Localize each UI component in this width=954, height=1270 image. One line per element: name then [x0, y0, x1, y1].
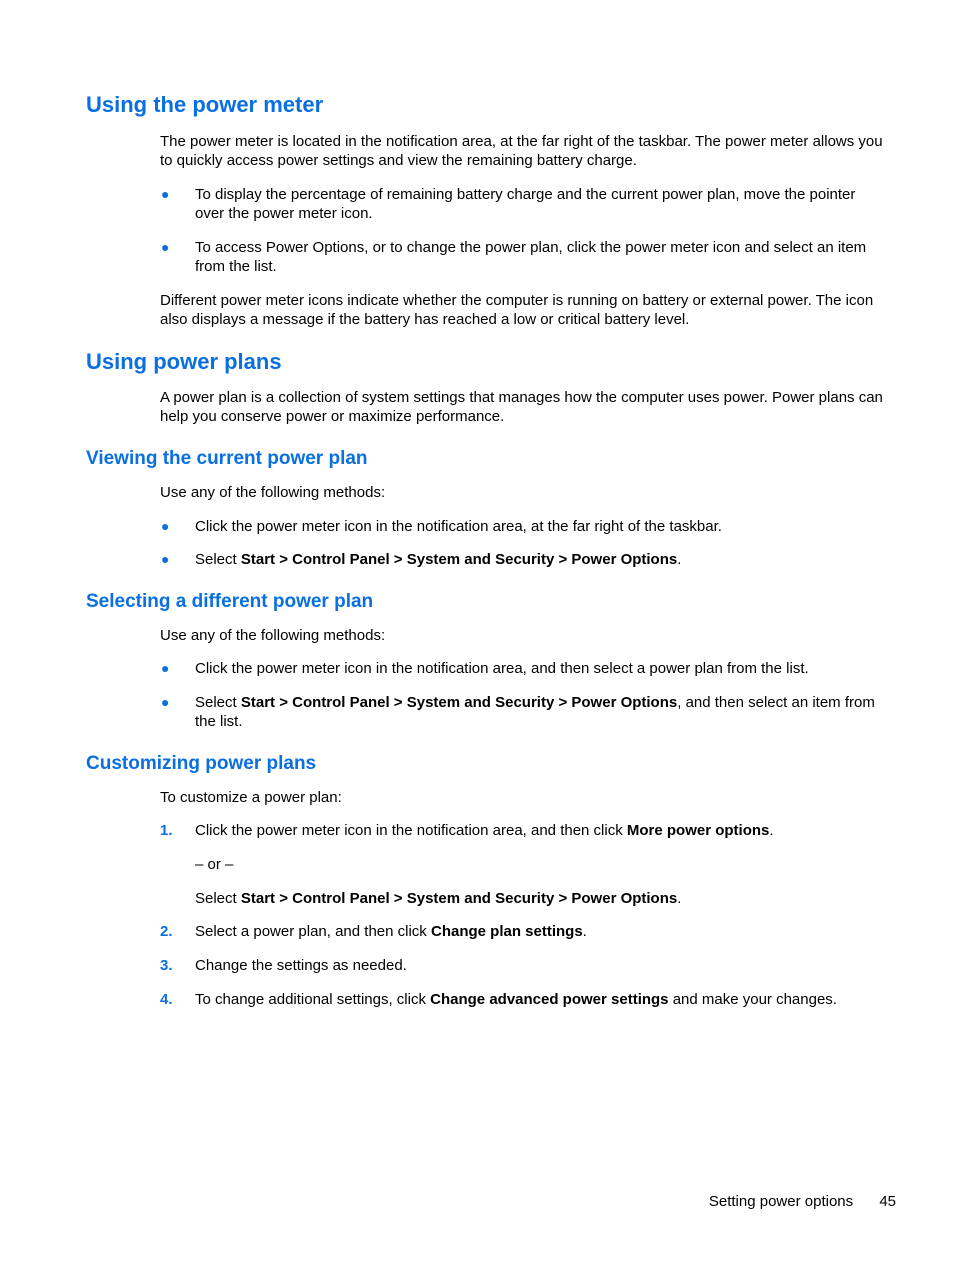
step-number: 3. [160, 957, 173, 974]
heading-selecting-plan: Selecting a different power plan [86, 591, 374, 612]
paragraph-power-plans-intro: A power plan is a collection of system settings that manages how the computer uses power. Power plans can help you conserve power or maximize performance. [160, 389, 883, 425]
step-number: 1. [160, 822, 173, 839]
heading-using-power-plans: Using power plans [86, 349, 282, 374]
heading-using-power-meter: Using the power meter [86, 92, 324, 117]
step-alternative: Select Start > Control Panel > System and Security > Power Options. [195, 890, 682, 907]
heading-customizing-plans: Customizing power plans [86, 753, 317, 774]
menu-path: Start > Control Panel > System and Security > Power Options [240, 551, 678, 568]
bullet-icon: ● [161, 518, 170, 534]
bullet-icon: ● [161, 551, 170, 567]
paragraph-power-meter-intro: The power meter is located in the notification area, at the far right of the taskbar. The power meter allows you to quickly access power settings and view the remaining battery charge. [160, 133, 883, 169]
step-number: 4. [160, 991, 173, 1008]
paragraph-power-meter-icons: Different power meter icons indicate whether the computer is running on battery or external power. The icon also displays a message if the battery has reached a low or critical battery level. [160, 292, 874, 328]
menu-path: Start > Control Panel > System and Security > Power Options [240, 890, 678, 907]
list-item-text: Select Start > Control Panel > System and Security > Power Options, and then select an item from the list. [195, 694, 875, 730]
step-text: To change additional settings, click Change advanced power settings and make your changes. [195, 991, 837, 1008]
list-item-text: Click the power meter icon in the notification area, and then select a power plan from the list. [195, 660, 809, 677]
page-number: 45 [879, 1193, 896, 1210]
page-footer [709, 1192, 896, 1211]
menu-path: Start > Control Panel > System and Security > Power Options [240, 694, 678, 711]
paragraph-customize-intro: To customize a power plan: [160, 789, 342, 806]
bullet-icon: ● [161, 239, 170, 255]
bullet-icon: ● [161, 694, 170, 710]
or-separator: – or – [195, 856, 234, 873]
step-number: 2. [160, 923, 173, 940]
footer-section-title: Setting power options [708, 1193, 854, 1210]
step-text: Change the settings as needed. [195, 957, 407, 974]
list-item-text: To display the percentage of remaining battery charge and the current power plan, move the pointer over the power meter icon. [195, 186, 856, 222]
bullet-icon: ● [161, 660, 170, 676]
paragraph-methods: Use any of the following methods: [160, 484, 386, 501]
step-text: Select a power plan, and then click Change plan settings. [195, 923, 587, 940]
heading-viewing-current-plan: Viewing the current power plan [86, 448, 368, 469]
paragraph-methods: Use any of the following methods: [160, 627, 386, 644]
list-item-text: To access Power Options, or to change the power plan, click the power meter icon and select an item from the list. [195, 239, 867, 275]
bullet-icon: ● [161, 186, 170, 202]
step-text: Click the power meter icon in the notification area, and then click More power options. [195, 822, 774, 839]
list-item-text: Click the power meter icon in the notification area, at the far right of the taskbar. [195, 518, 722, 535]
list-item-text: Select Start > Control Panel > System and Security > Power Options. [195, 551, 682, 568]
